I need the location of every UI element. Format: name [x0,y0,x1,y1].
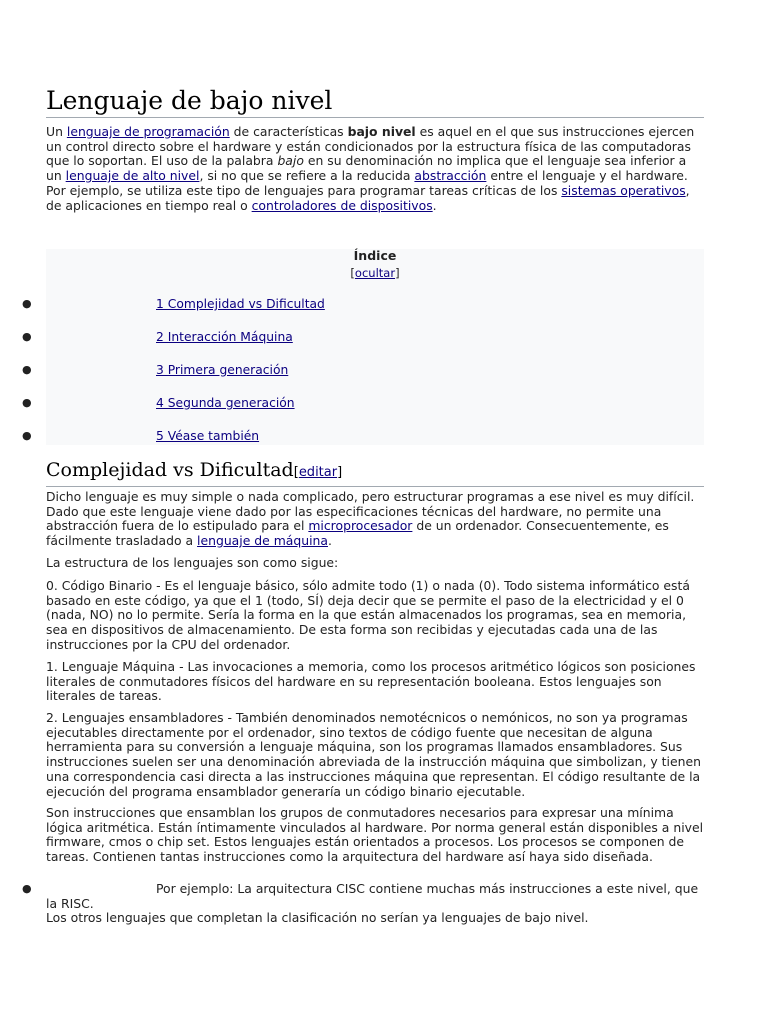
paragraph-dicho [46,490,704,549]
paragraph-otros: Los otros lenguajes que completan la clasificación no serían ya lenguajes de bajo nivel. [46,910,589,926]
toc-title: Índice [353,248,397,263]
bullet-icon: ● [22,363,32,376]
bullet-icon: ● [22,330,32,343]
intro-text: es aquel en el que sus instrucciones ejercen un control directo sobre el hardware y están condicionados por la estructura física de las computadoras que lo soportan. El uso de la palabra [46,124,695,169]
intro-text: entre el lenguaje y el hardware. Por ejemplo, se utiliza este tipo de lenguajes para programar tareas críticas de los [46,168,688,198]
link-microprocesador[interactable]: microprocesador [308,518,413,534]
bullet-icon: ● [22,882,32,895]
para-text: Dicho lenguaje es muy simple o nada complicado, pero estructurar programas a ese nivel es muy difícil. Dado que este lenguaje viene dado por las especificaciones técnicas del hardware, no permite una abstracción fuera de lo estipulado para el [46,489,695,534]
paragraph-estructura: La estructura de los lenguajes son como sigue: [46,555,339,570]
section-complejidad [46,458,704,487]
section-heading-text: Complejidad vs Dificultad [46,459,294,481]
para-text: Por ejemplo: La arquitectura CISC contiene muchas más instrucciones a este nivel, que la RISC. [46,881,699,911]
link-controladores-de-dispositivos[interactable]: controladores de dispositivos [251,197,433,213]
toc-hide-link[interactable]: ocultar [354,266,396,280]
page-title: Lenguaje de bajo nivel [46,86,704,118]
bracket: [ [293,465,299,480]
intro-paragraph [46,125,704,213]
intro-bold: bajo nivel [347,124,416,139]
bullet-icon: ● [22,297,32,310]
intro-italic: bajo [277,153,304,169]
intro-text: . [432,197,437,213]
intro-text: , si no que se refiere a la reducida [199,168,415,184]
bullet-icon: ● [22,429,32,442]
toc-item-primera[interactable]: 3 Primera generación [156,363,289,377]
link-lenguaje-de-alto-nivel[interactable]: lenguaje de alto nivel [65,168,200,184]
intro-text: en su denominación no implica que el lenguaje sea inferior a un [46,153,687,184]
link-abstraccion[interactable]: abstracción [414,168,487,184]
article-header [46,86,704,213]
edit-section [294,465,342,480]
bullet-icon: ● [22,396,32,409]
toc-item-segunda[interactable]: 4 Segunda generación [156,396,295,410]
section-heading [46,458,704,487]
paragraph-ensambladores: 2. Lenguajes ensambladores - También denominados nemotécnicos o nemónicos, no son ya programas ejecutables directamente por el ordenador, sino textos de código fuente que necesitan de alguna herramienta para su conversión a lenguaje máquina, son los programas llamados ensambladores. Sus instrucciones suelen ser una denominación abreviada de la instrucción máquina que simbolizan, y tienen una correspondencia casi directa a las instrucciones máquina que representan. El código resultante de la ejecución del programa ensamblador generaría un código binario ejecutable. [46,710,701,799]
toc-item-complejidad[interactable]: 1 Complejidad vs Dificultad [156,297,325,311]
paragraph-lenguaje-maquina: 1. Lenguaje Máquina - Las invocaciones a memoria, como los procesos aritmético lógicos son posiciones literales de conmutadores físicos del hardware en su representación booleana. Estos lenguajes son literales de tareas. [46,659,696,704]
bracket: ] [395,266,400,280]
paragraph-instrucciones: Son instrucciones que ensamblan los grupos de conmutadores necesarios para expresar una mínima lógica aritmética. Están íntimamente vinculados al hardware. Por norma general están disponibles a nivel firmware, cmos o chip set. Estos lenguajes están orientados a procesos. Los procesos se componen de tareas. Contienen tantas instrucciones como la arquitectura del hardware así haya sido diseñada. [46,805,704,865]
list-item-risc [22,881,704,926]
intro-text: Un [46,124,67,139]
link-lenguaje-de-maquina[interactable]: lenguaje de máquina [197,533,328,549]
bracket: ] [337,465,343,480]
link-sistemas-operativos[interactable]: sistemas operativos [561,182,686,198]
para-text: . [327,533,332,549]
paragraph-cisc [46,882,704,911]
toc-item-interaccion[interactable]: 2 Interacción Máquina [156,330,293,344]
edit-link[interactable]: editar [298,465,338,480]
intro-text: , de aplicaciones en tiempo real o [46,182,690,213]
intro-text: de características [229,124,348,139]
table-of-contents [46,249,704,445]
para-text: de un ordenador. Consecuentemente, es fácilmente trasladado a [46,518,669,549]
link-lenguaje-de-programacion[interactable]: lenguaje de programación [66,124,230,139]
toc-item-vease[interactable]: 5 Véase también [156,429,260,443]
toc-toggle [46,266,704,280]
bracket: [ [350,266,355,280]
paragraph-codigo-binario: 0. Código Binario - Es el lenguaje básico, sólo admite todo (1) o nada (0). Todo sistema informático está basado en este código, ya que el 1 (todo, SÍ) deja decir que se permite el paso de la electricidad y el 0 (nada, NO) no lo permite. Sería la forma en la que están almacenados los programas, sea en memoria, sea en dispositivos de almacenamiento. De esta forma son recibidas y ejecutadas cada una de las instrucciones por la CPU del ordenador. [46,578,690,652]
